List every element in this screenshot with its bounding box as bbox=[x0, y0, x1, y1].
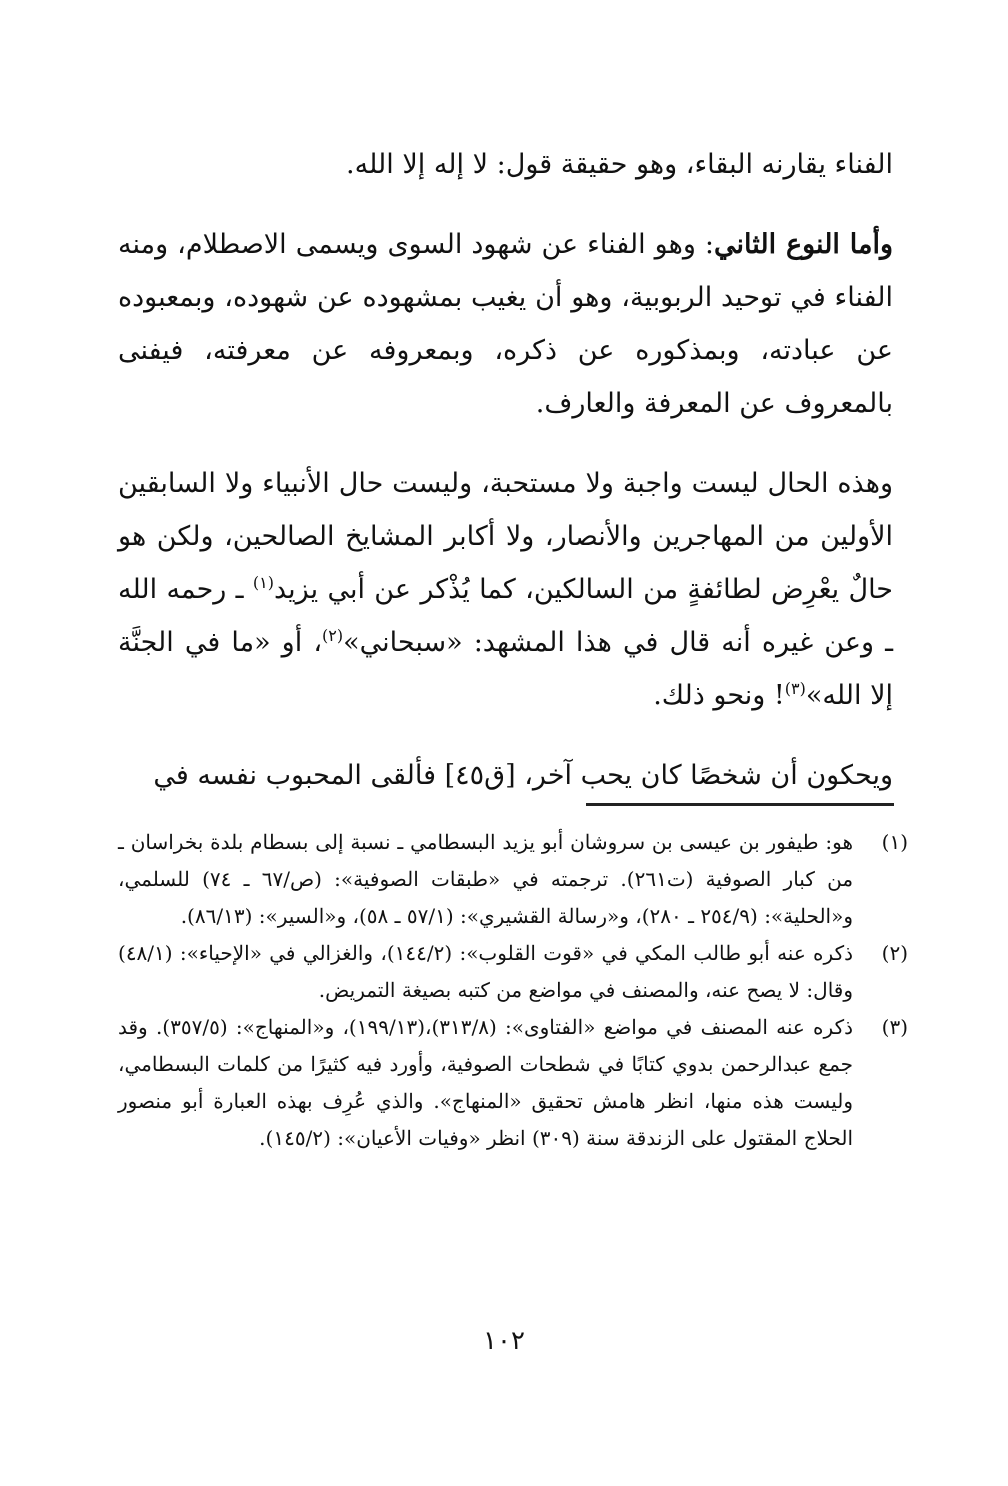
footnote-1-text: هو: طيفور بن عيسى بن سروشان أبو يزيد البسطامي ـ نسبة إلى بسطام بلدة بخراسان ـ من كبار الصوفية (ت٢٦١). ترجمته في «طبقات الصوفية»: (ص/٦٧ ـ ٧٤) للسلمي، و«الحلية»: (٢٥٤/٩ ـ ٢٨٠)، و«رسالة القشيري»: (٥٧/١ ـ ٥٨)، و«السير»: (٨٦/١٣). bbox=[118, 830, 854, 928]
main-text bbox=[118, 138, 893, 802]
footnote-1-number: (١) bbox=[881, 830, 908, 854]
page-number: ١٠٢ bbox=[483, 1326, 525, 1356]
footnote-ref-3[interactable]: (٣) bbox=[784, 679, 806, 698]
paragraph-3 bbox=[118, 457, 893, 722]
paragraph-4 bbox=[118, 749, 893, 802]
footnote-2 bbox=[118, 935, 908, 1009]
paragraph-1-text: الفناء يقارنه البقاء، وهو حقيقة قول: لا إله إلا الله. bbox=[346, 149, 893, 180]
footnotes bbox=[118, 824, 908, 1157]
paragraph-3-text-d: ! ونحو ذلك. bbox=[653, 680, 785, 711]
paragraph-2 bbox=[118, 218, 893, 430]
paragraph-3-text-a: وهذه الحال ليست واجبة ولا مستحبة، وليست حال الأنبياء ولا السابقين الأولين من المهاجرين والأنصار، ولا أكابر المشايخ الصالحين، ولكن هو حالٌ يعْرِض لطائفةٍ من السالكين، كما يُذْكر عن أبي يزيد bbox=[118, 468, 893, 605]
footnote-separator bbox=[586, 803, 894, 806]
footnote-ref-2[interactable]: (٢) bbox=[322, 626, 344, 645]
paragraph-2-text: : وهو الفناء عن شهود السوى ويسمى الاصطلام، ومنه الفناء في توحيد الربوبية، وهو أن يغيب بمشهوده عن شهوده، وبمعبوده عن عبادته، وبمذكوره عن ذكره، وبمعروفه عن معرفته، فيفنى بالمعروف عن المعرفة والعارف. bbox=[118, 229, 893, 419]
paragraph-3-text-b: ـ رحمه الله ـ وعن غيره أنه قال في هذا المشهد: «سبحاني» bbox=[118, 574, 893, 658]
paragraph-3-text-c: ، أو «ما في الجنَّة إلا الله» bbox=[118, 627, 893, 711]
paragraph-2-lead: وأما النوع الثاني bbox=[714, 229, 893, 260]
footnote-2-text: ذكره عنه أبو طالب المكي في «قوت القلوب»: (١٤٤/٢)، والغزالي في «الإحياء»: (٤٨/١) وقال: لا يصح عنه، والمصنف في مواضع من كتبه بصيغة التمريض. bbox=[118, 941, 853, 1002]
footnote-2-number: (٢) bbox=[881, 941, 908, 965]
footnote-3 bbox=[118, 1009, 908, 1157]
paragraph-4-text: ويحكون أن شخصًا كان يحب آخر، [ق٤٥] فألقى المحبوب نفسه في bbox=[153, 760, 893, 791]
footnote-ref-1[interactable]: (١) bbox=[252, 573, 274, 592]
footnote-3-number: (٣) bbox=[881, 1015, 908, 1039]
paragraph-1 bbox=[118, 138, 893, 191]
footnote-1 bbox=[118, 824, 908, 935]
footnote-3-text: ذكره عنه المصنف في مواضع «الفتاوى»: (٣١٣/٨)،(١٩٩/١٣)، و«المنهاج»: (٣٥٧/٥). وقد جمع عبدالرحمن بدوي كتابًا في شطحات الصوفية، وأورد فيه كثيرًا من كلمات البسطامي، وليست هذه منها، انظر هامش تحقيق «المنهاج». والذي عُرِف بهذه العبارة أبو منصور الحلاج المقتول على الزندقة سنة (٣٠٩) انظر «وفيات الأعيان»: (١٤٥/٢). bbox=[118, 1015, 854, 1150]
